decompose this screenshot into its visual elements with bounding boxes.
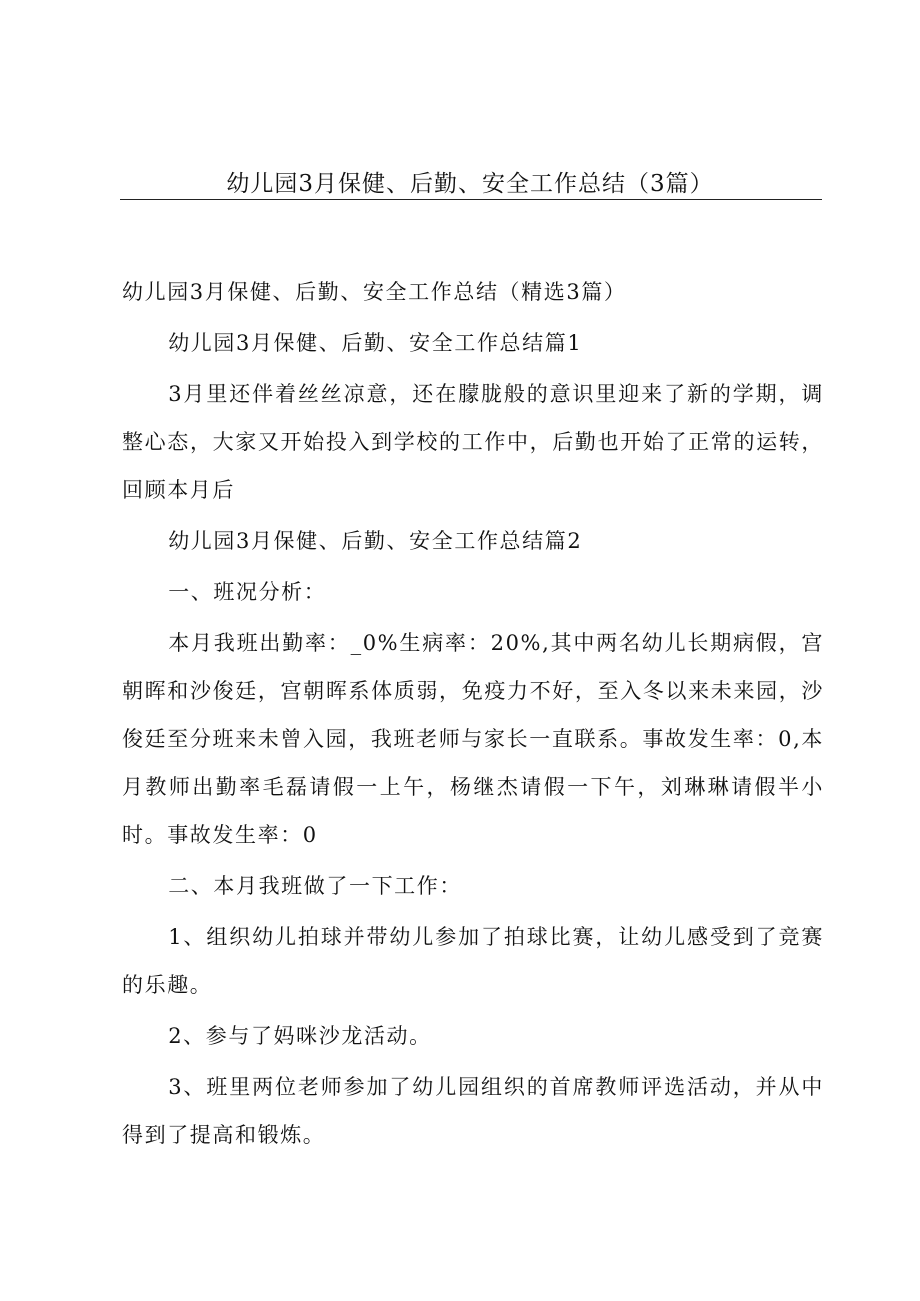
body-paragraph: 3月里还伴着丝丝凉意，还在朦胧般的意识里迎来了新的学期，调整心态，大家又开始投入到学校的工作中，后勤也开始了正常的运转，回顾本月后 [122,382,824,502]
list-item: 1、组织幼儿拍球并带幼儿参加了拍球比赛，让幼儿感受到了竞赛的乐趣。 [122,925,824,997]
document-body [122,268,824,1159]
list-item: 2、参与了妈咪沙龙活动。 [168,1024,432,1048]
section-heading-1: 幼儿园3月保健、后勤、安全工作总结篇1 [168,331,583,355]
title-underline [120,199,822,200]
summary-heading: 幼儿园3月保健、后勤、安全工作总结（精选3篇） [122,280,627,304]
document-title: 幼儿园3月保健、后勤、安全工作总结（3篇） [226,171,714,197]
body-paragraph: 本月我班出勤率：_0%生病率：20%,其中两名幼儿长期病假，宫朝晖和沙俊廷，宫朝晖系体质弱，免疫力不好，至入冬以来未来园，沙俊廷至分班来未曾入园，我班老师与家长一直联系。事故发生率：0,本月教师出勤率毛磊请假一上午，杨继杰请假一下午，刘琳琳请假半小时。事故发生率：0 [122,631,824,847]
list-item: 3、班里两位老师参加了幼儿园组织的首席教师评选活动，并从中得到了提高和锻炼。 [122,1075,824,1147]
subheading-class-analysis: 一、班况分析： [168,580,327,604]
section-heading-2: 幼儿园3月保健、后勤、安全工作总结篇2 [168,529,583,553]
subheading-work-done: 二、本月我班做了一下工作： [168,874,462,898]
